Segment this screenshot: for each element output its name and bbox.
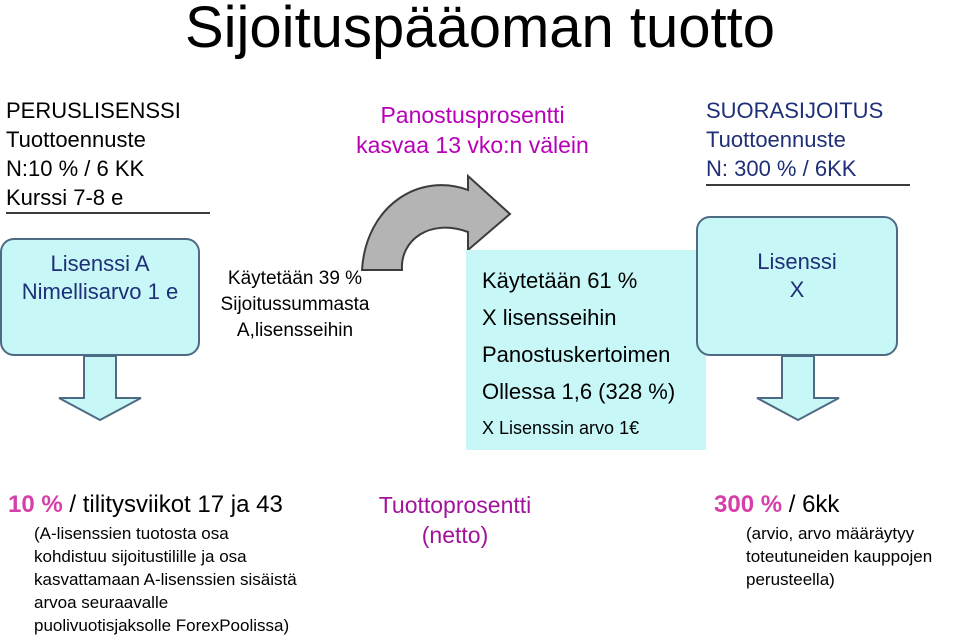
footer-left-body (8, 522, 338, 637)
down-arrow-right-icon (757, 356, 839, 420)
middle-left-line: Käytetään 39 % (227, 268, 363, 289)
box-a-line: Lisenssi A (50, 251, 150, 276)
footer-left-line: arvoa seuraavalle (34, 593, 169, 612)
box-x-line: X (789, 277, 805, 302)
page-title: Sijoituspääoman tuotto (184, 0, 776, 60)
header-left-line: Kurssi 7-8 e (6, 185, 124, 210)
middle-left-line: Sijoitussummasta (220, 294, 370, 315)
down-arrow-left-icon (59, 356, 141, 420)
footer-left-line: kasvattamaan A-lisenssien sisäistä (34, 570, 297, 589)
header-left-line: N:10 % / 6 KK (6, 156, 145, 181)
footer-left-strong: 10 % (8, 491, 63, 518)
box-lisenssi-x (696, 216, 898, 356)
footer-right-rest: / 6kk (782, 491, 840, 518)
header-center-line: Panostusprosentti (380, 102, 565, 128)
footer-left-line: kohdistuu sijoitustilille ja osa (34, 547, 247, 566)
footer-right-line: perusteella) (746, 570, 835, 589)
middle-box-line: Panostuskertoimen (482, 342, 671, 367)
middle-box-line: X Lisenssin arvo 1€ (482, 418, 640, 438)
footer-right-line: toteutuneiden kauppojen (746, 547, 933, 566)
header-right-line: Tuottoennuste (706, 127, 846, 152)
header-right-line: SUORASIJOITUS (706, 98, 884, 123)
header-left-line: Tuottoennuste (6, 127, 146, 152)
middle-left-line: A,lisensseihin (236, 320, 354, 341)
box-lisenssi-a (0, 238, 200, 356)
footer-right-heading (714, 490, 960, 520)
middle-box-line: Ollessa 1,6 (328 %) (482, 379, 676, 404)
footer-left-line: (A-lisenssien tuotosta osa (34, 524, 229, 543)
middle-box-line: X lisensseihin (482, 305, 617, 330)
footer-right-body (714, 522, 960, 591)
footer-center-line: Tuottoprosentti (378, 492, 532, 518)
footer-center-line: (netto) (421, 522, 489, 548)
header-center-line: kasvaa 13 vko:n välein (356, 132, 589, 158)
box-a-line: Nimellisarvo 1 e (21, 279, 179, 304)
middle-box-line: Käytetään 61 % (482, 268, 638, 293)
footer-right-strong: 300 % (714, 491, 783, 518)
header-right-line: N: 300 % / 6KK (706, 156, 857, 181)
footer-right-line: (arvio, arvo määräytyy (746, 524, 915, 543)
text-39-percent (200, 266, 390, 344)
footer-center (360, 490, 550, 550)
box-x-line: Lisenssi (757, 249, 837, 274)
footer-left-heading (8, 490, 338, 520)
footer-left-line: puolivuotisjaksolle ForexPoolissa) (34, 616, 290, 635)
footer-left-rest: / tilitysviikot 17 ja 43 (62, 491, 283, 518)
footer-left (8, 490, 338, 637)
header-left-line: PERUSLISENSSI (6, 98, 181, 123)
box-61-percent (466, 250, 706, 450)
footer-right (714, 490, 960, 591)
